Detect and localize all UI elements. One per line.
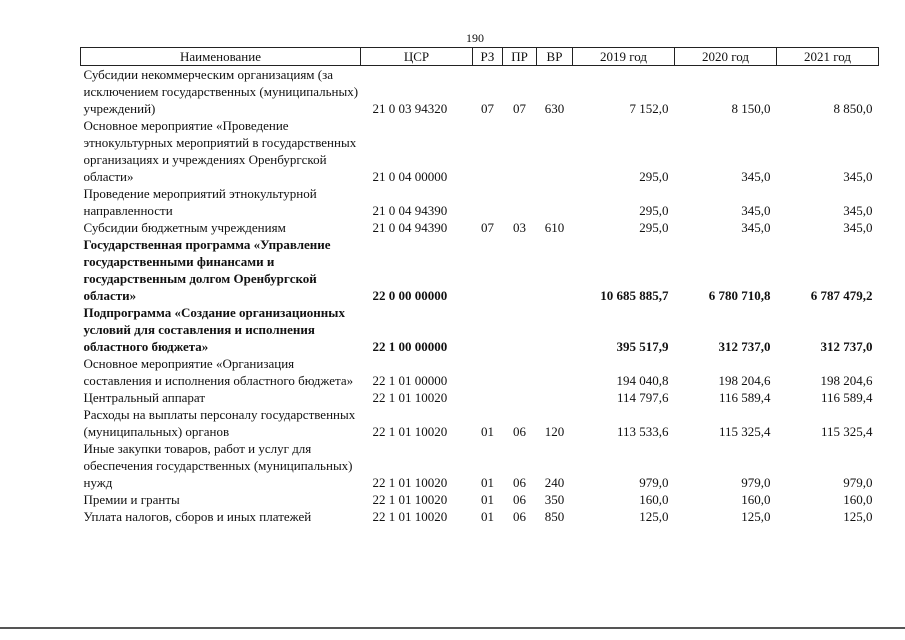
budget-table: [80, 47, 879, 525]
cell-2019: 295,0: [639, 203, 669, 218]
table-row: [81, 406, 879, 440]
cell-pr: 03: [513, 220, 526, 235]
cell-name: Субсидии бюджетным учреждениям: [83, 220, 286, 235]
cell-2019: 7 152,0: [629, 101, 669, 116]
cell-2020: 345,0: [741, 220, 771, 235]
cell-pr: 06: [513, 424, 526, 439]
cell-2020: 312 737,0: [718, 339, 771, 354]
cell-pr: 06: [513, 492, 526, 507]
cell-vr: [537, 304, 573, 355]
cell-name: Иные закупки товаров, работ и услуг для обеспечения государственных (муниципальных) нужд: [83, 441, 353, 490]
cell-csr: 21 0 04 94390: [372, 220, 448, 235]
cell-pr: [503, 117, 537, 185]
cell-csr: 22 1 01 10020: [372, 424, 448, 439]
cell-name: Основное мероприятие «Организация составления и исполнения областного бюджета»: [83, 356, 354, 388]
column-header-2019: 2019 год: [573, 48, 675, 66]
cell-2021: 125,0: [843, 509, 873, 524]
cell-rz: 01: [481, 475, 494, 490]
cell-2021: 116 589,4: [820, 390, 873, 405]
cell-2021: 979,0: [843, 475, 873, 490]
table-header-row: [81, 48, 879, 66]
table-body: [81, 66, 879, 526]
cell-vr: [537, 236, 573, 304]
cell-2020: 116 589,4: [718, 390, 771, 405]
cell-2019: 194 040,8: [616, 373, 669, 388]
cell-rz: [473, 304, 503, 355]
cell-2021: 312 737,0: [820, 339, 873, 354]
cell-2021: 6 787 479,2: [810, 288, 873, 303]
cell-name: Субсидии некоммерческим организациям (за исключением государственных (муниципальных) учреждений): [83, 67, 359, 116]
cell-rz: 01: [481, 492, 494, 507]
table-row: [81, 304, 879, 355]
cell-rz: 07: [481, 101, 494, 116]
column-header-name: Наименование: [81, 48, 361, 66]
cell-name: Основное мероприятие «Проведение этнокультурных мероприятий в государственных организациях и учреждениях Оренбургской области»: [83, 118, 357, 184]
cell-vr: 350: [544, 492, 565, 507]
column-header-rz: РЗ: [473, 48, 503, 66]
column-header-2020: 2020 год: [675, 48, 777, 66]
cell-csr: 22 1 01 10020: [372, 390, 448, 405]
cell-vr: 240: [544, 475, 565, 490]
page-number: 190: [466, 31, 484, 45]
cell-2019: 125,0: [639, 509, 669, 524]
cell-rz: [473, 355, 503, 389]
cell-pr: 07: [513, 101, 526, 116]
cell-pr: [503, 355, 537, 389]
cell-2020: 115 325,4: [718, 424, 771, 439]
table-row: [81, 491, 879, 508]
cell-pr: [503, 236, 537, 304]
column-header-2021: 2021 год: [777, 48, 879, 66]
cell-csr: 22 1 00 00000: [372, 339, 448, 354]
table-row: [81, 117, 879, 185]
cell-2020: 979,0: [741, 475, 771, 490]
table-row: [81, 219, 879, 236]
cell-csr: 21 0 03 94320: [372, 101, 448, 116]
cell-vr: 850: [544, 509, 565, 524]
cell-pr: 06: [513, 509, 526, 524]
cell-csr: 22 0 00 00000: [372, 288, 448, 303]
cell-rz: 07: [481, 220, 494, 235]
cell-csr: 22 1 01 00000: [372, 373, 448, 388]
column-header-pr: ПР: [503, 48, 537, 66]
cell-2019: 295,0: [639, 169, 669, 184]
cell-2020: 160,0: [741, 492, 771, 507]
table-row: [81, 66, 879, 118]
cell-csr: 22 1 01 10020: [372, 475, 448, 490]
cell-name: Проведение мероприятий этнокультурной направленности: [83, 186, 317, 218]
cell-csr: 21 0 04 94390: [372, 203, 448, 218]
cell-pr: 06: [513, 475, 526, 490]
cell-2019: 295,0: [639, 220, 669, 235]
cell-2020: 8 150,0: [731, 101, 771, 116]
cell-2019: 10 685 885,7: [600, 288, 669, 303]
column-header-csr: ЦСР: [361, 48, 473, 66]
cell-2019: 113 533,6: [616, 424, 669, 439]
cell-2019: 979,0: [639, 475, 669, 490]
scan-bottom-rule: [0, 627, 905, 629]
table-row: [81, 440, 879, 491]
cell-pr: [503, 185, 537, 219]
cell-vr: 610: [544, 220, 565, 235]
cell-vr: [537, 355, 573, 389]
cell-vr: [537, 117, 573, 185]
cell-rz: [473, 117, 503, 185]
cell-rz: 01: [481, 509, 494, 524]
table-row: [81, 185, 879, 219]
cell-2019: 160,0: [639, 492, 669, 507]
cell-2020: 125,0: [741, 509, 771, 524]
cell-2021: 345,0: [843, 220, 873, 235]
cell-2020: 198 204,6: [718, 373, 771, 388]
cell-2021: 115 325,4: [820, 424, 873, 439]
cell-name: Уплата налогов, сборов и иных платежей: [83, 509, 312, 524]
cell-2021: 345,0: [843, 169, 873, 184]
table-row: [81, 236, 879, 304]
cell-2020: 6 780 710,8: [708, 288, 771, 303]
cell-2020: 345,0: [741, 169, 771, 184]
cell-vr: [537, 389, 573, 406]
cell-pr: [503, 304, 537, 355]
cell-name: Премии и гранты: [83, 492, 180, 507]
column-header-vr: ВР: [537, 48, 573, 66]
cell-name: Расходы на выплаты персоналу государственных (муниципальных) органов: [83, 407, 356, 439]
cell-name: Центральный аппарат: [83, 390, 206, 405]
cell-2021: 160,0: [843, 492, 873, 507]
cell-2020: 345,0: [741, 203, 771, 218]
cell-vr: 630: [544, 101, 565, 116]
cell-2021: 198 204,6: [820, 373, 873, 388]
cell-2019: 114 797,6: [616, 390, 669, 405]
table-row: [81, 389, 879, 406]
cell-2021: 345,0: [843, 203, 873, 218]
cell-rz: [473, 389, 503, 406]
cell-pr: [503, 389, 537, 406]
cell-vr: [537, 185, 573, 219]
cell-csr: 21 0 04 00000: [372, 169, 448, 184]
cell-name: Государственная программа «Управление государственными финансами и государственным долгом Оренбургской области»: [83, 237, 331, 303]
cell-rz: [473, 236, 503, 304]
cell-name: Подпрограмма «Создание организационных условий для составления и исполнения областного бюджета»: [83, 305, 345, 354]
cell-rz: 01: [481, 424, 494, 439]
cell-csr: 22 1 01 10020: [372, 509, 448, 524]
cell-2019: 395 517,9: [616, 339, 669, 354]
cell-rz: [473, 185, 503, 219]
cell-2021: 8 850,0: [833, 101, 873, 116]
cell-csr: 22 1 01 10020: [372, 492, 448, 507]
table-row: [81, 355, 879, 389]
cell-vr: 120: [544, 424, 565, 439]
table-row: [81, 508, 879, 525]
